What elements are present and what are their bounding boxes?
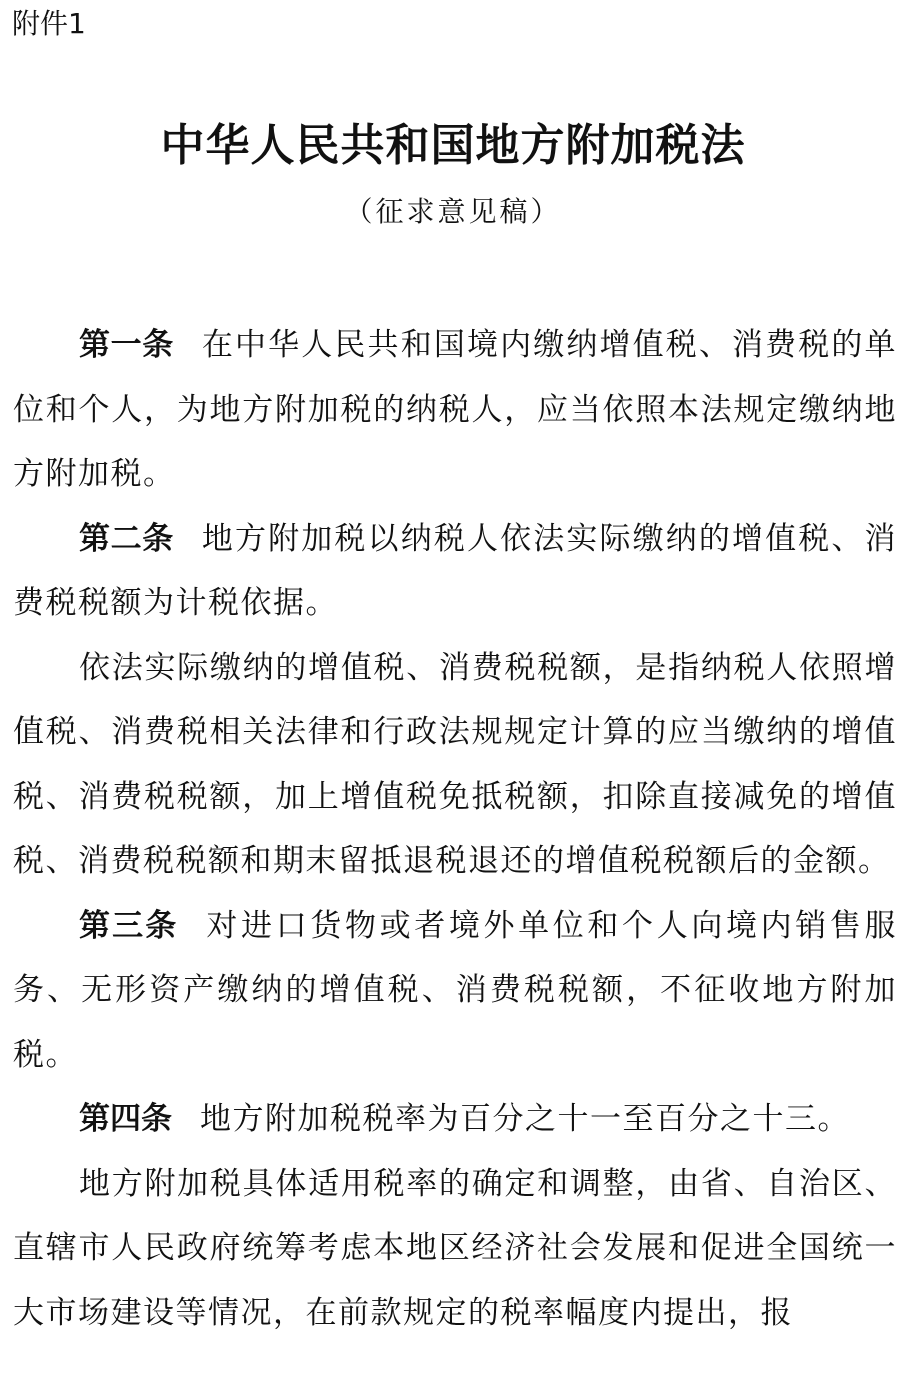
article-3-label: 第三条 — [79, 907, 179, 944]
document-title: 中华人民共和国地方附加税法 — [160, 120, 746, 171]
article-4-text: 地方附加税税率为百分之十一至百分之十三。 — [200, 1101, 850, 1137]
article-4-label: 第四条 — [79, 1101, 172, 1137]
article-2-clause-2-text: 依法实际缴纳的增值税、消费税税额，是指纳税人依照增值税、消费税相关法律和行政法规规定计算的应当缴纳的增值税、消费税税额，加上增值税免抵税额，扣除直接减免的增值税、消费税税额和期末留抵退税退还的增值税税额后的金额。 — [13, 649, 897, 879]
article-4-clause-2-text: 地方附加税具体适用税率的确定和调整，由省、自治区、直辖市人民政府统筹考虑本地区经济社会发展和促进全国统一大市场建设等情况，在前款规定的税率幅度内提出，报 — [13, 1165, 897, 1331]
article-4-paragraph — [13, 1087, 897, 1152]
article-2-paragraph — [13, 507, 897, 636]
document-subtitle: （征求意见稿） — [344, 195, 562, 228]
article-1-text: 在中华人民共和国境内缴纳增值税、消费税的单位和个人，为地方附加税的纳税人，应当依照本法规定缴纳地方附加税。 — [13, 327, 898, 492]
article-2-text: 地方附加税以纳税人依法实际缴纳的增值税、消费税税额为计税依据。 — [13, 520, 898, 621]
article-1-label: 第一条 — [79, 327, 174, 363]
article-3-text: 对进口货物或者境外单位和个人向境内销售服务、无形资产缴纳的增值税、消费税税额，不征收地方附加税。 — [13, 907, 898, 1073]
article-1-paragraph — [13, 313, 897, 507]
article-2-label: 第二条 — [79, 520, 174, 557]
article-2-clause-2-paragraph — [13, 636, 897, 894]
document-body — [13, 313, 897, 1345]
attachment-label: 附件1 — [12, 7, 86, 40]
article-3-paragraph — [13, 894, 897, 1088]
article-4-clause-2-paragraph — [13, 1152, 897, 1346]
